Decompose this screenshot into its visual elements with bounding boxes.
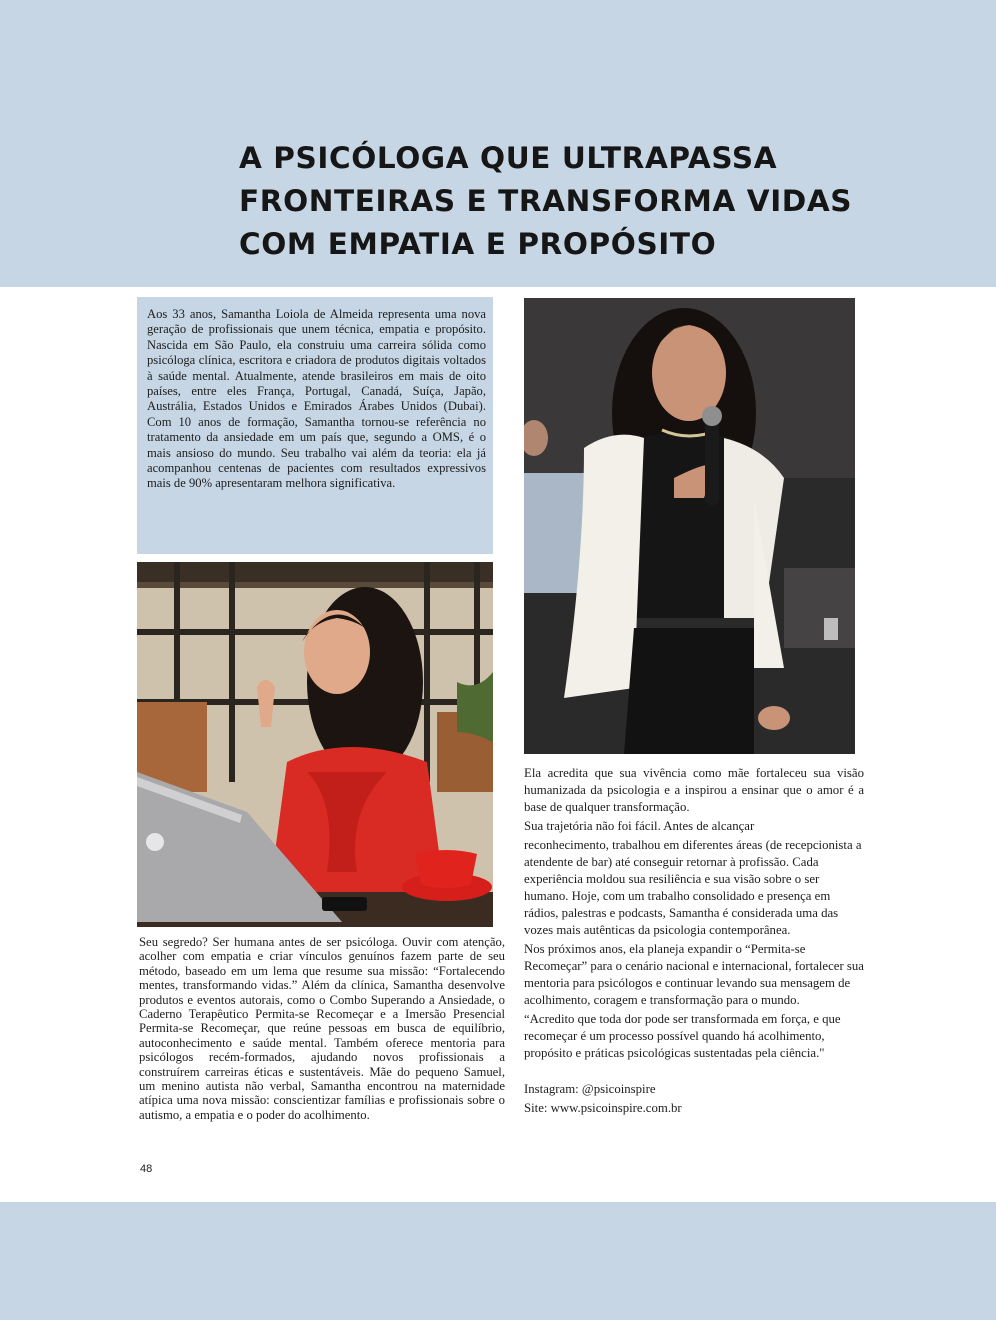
right-quote: “Acredito que toda dor pode ser transformada em força, e que recomeçar é um processo possível quando há acolhimento, propósito e práticas psicológicas sustentadas pela ciência."	[524, 1012, 841, 1060]
headline-line-2: FRONTEIRAS E TRANSFORMA VIDAS	[239, 184, 853, 218]
photo-psychologist-speaking	[524, 298, 855, 754]
spacer	[524, 1064, 864, 1081]
left-column-paragraph: Seu segredo? Ser humana antes de ser psicóloga. Ouvir com atenção, acolher com empatia e criar vínculos genuínos fazem parte de seu método, baseado em um lema que resume sua missão: “Fortalecendo mentes, transformando vidas.” Além da clínica, Samantha desenvolve produtos e eventos autorais, como o Combo Superando a Ansiedade, o Caderno Terapêutico Permita-se Recomeçar e a Imersão Presencial Permita-se Recomeçar, que reúne pessoas em busca de equilíbrio, autoconhecimento e saúde mental. Também oferece mentoria para psicólogos recém-formados, ajudando novos profissionais a construírem carreiras éticas e sustentáveis. Mãe do pequeno Samuel, um menino autista não verbal, Samantha encontrou na maternidade atípica uma nova missão: conscientizar famílias e profissionais sobre o autismo, a empatia e o poder do acolhimento.	[139, 935, 505, 1122]
photo-psychologist-laptop	[137, 562, 493, 927]
website-link: Site: www.psicoinspire.com.br	[524, 1101, 682, 1115]
headline-line-1: A PSICÓLOGA QUE ULTRAPASSA	[239, 141, 778, 175]
right-paragraph-4: Nos próximos anos, ela planeja expandir o “Permita-se Recomeçar” para o cenário nacional e internacional, fortalecer sua mentoria para psicólogos e continuar levando sua mensagem de acolhimento, coragem e transformação para o mundo.	[524, 942, 864, 1007]
right-paragraph-1: Ela acredita que sua vivência como mãe fortaleceu sua visão humanizada da psicologia e a inspirou a ensinar que o amor é a base de qualquer transformação.	[524, 766, 864, 814]
headline-line-3: COM EMPATIA E PROPÓSITO	[239, 227, 717, 261]
right-column	[524, 765, 864, 1119]
right-paragraph-3: reconhecimento, trabalhou em diferentes áreas (de recepcionista a atendente de bar) até conseguir retornar à profissão. Cada experiência moldou sua resiliência e sua visão sobre o ser humano. Hoje, com um trabalho consolidado e presença em rádios, palestras e podcasts, Samantha é considerada uma das vozes mais autênticas da psicologia contemporânea.	[524, 838, 862, 937]
article-headline	[239, 137, 939, 266]
instagram-handle: Instagram: @psicoinspire	[524, 1082, 656, 1096]
footer-band	[0, 1202, 996, 1320]
intro-paragraph: Aos 33 anos, Samantha Loiola de Almeida representa uma nova geração de profissionais que unem técnica, empatia e propósito. Nascida em São Paulo, ela construiu uma carreira sólida como psicóloga clínica, escritora e criadora de produtos digitais voltados à saúde mental. Atualmente, atende brasileiros em mais de oito países, entre eles França, Portugal, Canadá, Suíça, Japão, Austrália, Estados Unidos e Emirados Árabes Unidos (Dubai). Com 10 anos de formação, Samantha tornou-se referência no tratamento da ansiedade em um país que, segundo a OMS, é o mais ansioso do mundo. Seu trabalho vai além da teoria: ela já acompanhou centenas de pacientes com resultados expressivos mais de 90% apresentaram melhora significativa.	[147, 307, 486, 491]
page-number: 48	[140, 1163, 153, 1175]
right-paragraph-2: Sua trajetória não foi fácil. Antes de alcançar	[524, 819, 755, 833]
